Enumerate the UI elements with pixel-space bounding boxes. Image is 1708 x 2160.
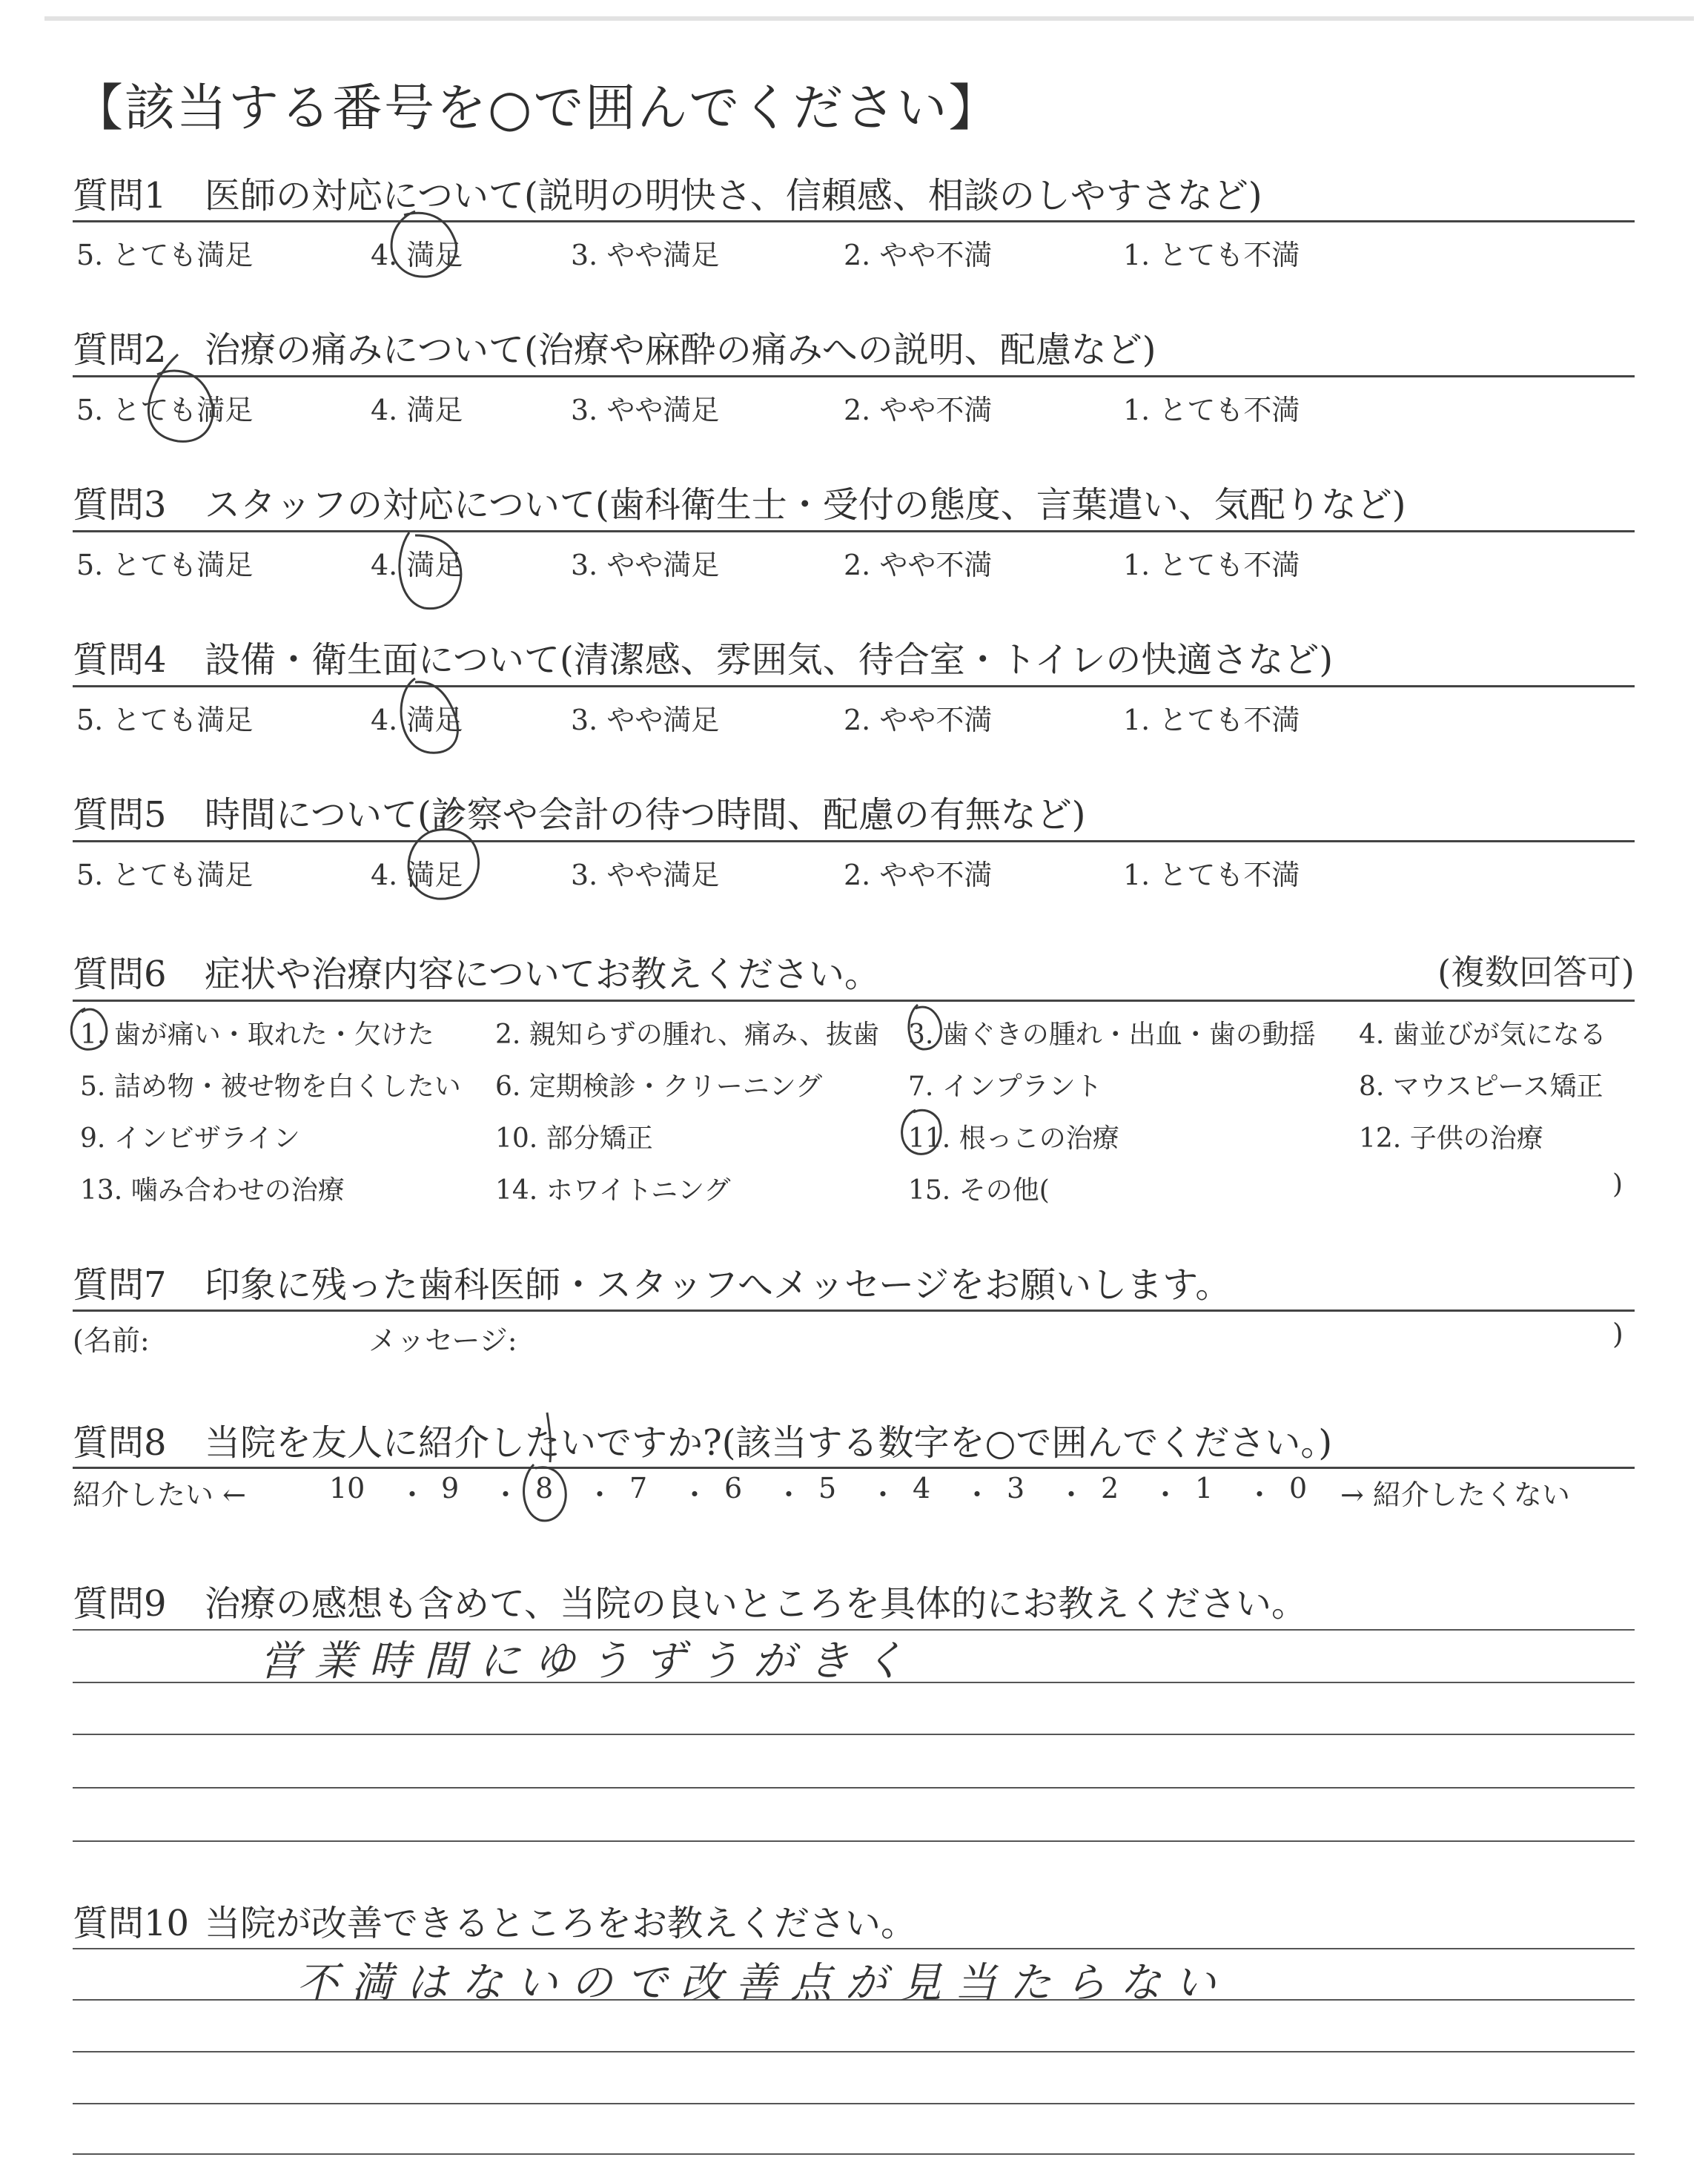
- question-label: 質問6: [73, 954, 167, 995]
- question-text: 当院が改善できるところをお教えください。: [205, 1903, 917, 1944]
- divider: [73, 840, 1635, 842]
- message-close-paren: ): [1612, 1318, 1623, 1350]
- rating-option-1[interactable]: 1. とても不満: [1123, 239, 1300, 271]
- question-6: [73, 945, 1635, 1000]
- scale-dot: ・: [1151, 1479, 1180, 1511]
- symptom-option-5[interactable]: 5. 詰め物・被せ物を白くしたい: [80, 1071, 461, 1102]
- divider: [73, 375, 1635, 377]
- symptom-option-1[interactable]: 1. 歯が痛い・取れた・欠けた: [80, 1020, 434, 1050]
- scale-3[interactable]: 3: [1007, 1472, 1025, 1505]
- rating-option-5[interactable]: 5. とても満足: [76, 859, 254, 891]
- question-text: 時間について(診察や会計の待つ時間、配慮の有無など): [205, 794, 1086, 836]
- question-text: 治療の感想も含めて、当院の良いところを具体的にお教えください。: [205, 1583, 1308, 1625]
- answer-line: [73, 1787, 1635, 1789]
- rating-option-4[interactable]: 4. 満足: [371, 394, 463, 426]
- recommend-right-label: → 紹介したくない: [1340, 1479, 1570, 1511]
- scale-dot: ・: [869, 1479, 898, 1511]
- page-title: 【該当する番号を○で囲んでください】: [73, 79, 1001, 138]
- answer-line: [73, 1948, 1635, 1949]
- rating-option-3[interactable]: 3. やや満足: [571, 549, 720, 581]
- rating-option-2[interactable]: 2. やや不満: [844, 859, 993, 891]
- scale-dot: ・: [1245, 1479, 1274, 1511]
- scale-dot: ・: [963, 1479, 992, 1511]
- rating-option-2[interactable]: 2. やや不満: [844, 239, 993, 271]
- q10-handwritten-answer[interactable]: 不満はないので改善点が見当たらない: [297, 1959, 1229, 2007]
- scale-4[interactable]: 4: [913, 1472, 931, 1505]
- divider: [73, 1000, 1635, 1002]
- rating-option-5[interactable]: 5. とても満足: [76, 239, 254, 271]
- rating-option-4[interactable]: 4. 満足: [371, 859, 463, 891]
- divider: [73, 530, 1635, 532]
- q9-handwritten-answer[interactable]: 営業時間にゆうずうがきく: [259, 1637, 918, 1685]
- symptom-option-8[interactable]: 8. マウスピース矯正: [1359, 1071, 1603, 1102]
- scale-9[interactable]: 9: [441, 1472, 460, 1505]
- symptom-option-4[interactable]: 4. 歯並びが気になる: [1359, 1020, 1606, 1050]
- rating-option-2[interactable]: 2. やや不満: [844, 549, 993, 581]
- scale-6[interactable]: 6: [724, 1472, 743, 1505]
- rating-option-4[interactable]: 4. 満足: [371, 704, 463, 736]
- question-text: 設備・衛生面について(清潔感、雰囲気、待合室・トイレの快適さなど): [205, 639, 1334, 681]
- rating-option-1[interactable]: 1. とても不満: [1123, 859, 1300, 891]
- symptom-option-15[interactable]: 15. その他(: [908, 1175, 1050, 1206]
- symptom-option-3[interactable]: 3. 歯ぐきの腫れ・出血・歯の動揺: [908, 1020, 1316, 1050]
- answer-line: [73, 1840, 1635, 1842]
- symptom-option-2[interactable]: 2. 親知らずの腫れ、痛み、抜歯: [495, 1020, 880, 1050]
- scale-10[interactable]: 10: [329, 1472, 365, 1505]
- question-label: 質問10: [73, 1903, 190, 1944]
- rating-option-3[interactable]: 3. やや満足: [571, 239, 720, 271]
- divider: [73, 220, 1635, 222]
- scan-edge: [44, 16, 1694, 21]
- question-label: 質問3: [73, 484, 167, 526]
- message-label: メッセージ:: [368, 1324, 517, 1357]
- rating-option-2[interactable]: 2. やや不満: [844, 704, 993, 736]
- question-label: 質問5: [73, 794, 167, 836]
- scale-dot: ・: [491, 1479, 520, 1511]
- rating-option-3[interactable]: 3. やや満足: [571, 394, 720, 426]
- question-text: 当院を友人に紹介したいですか?(該当する数字を○で囲んでください。): [205, 1422, 1333, 1464]
- scale-dot: ・: [681, 1479, 709, 1511]
- question-text: スタッフの対応について(歯科衛生士・受付の態度、言葉遣い、気配りなど): [205, 484, 1406, 526]
- question-label: 質問9: [73, 1583, 167, 1625]
- scale-dot: ・: [775, 1479, 804, 1511]
- answer-line: [73, 2103, 1635, 2104]
- scale-5[interactable]: 5: [818, 1472, 837, 1505]
- rating-option-5[interactable]: 5. とても満足: [76, 704, 254, 736]
- rating-option-5[interactable]: 5. とても満足: [76, 549, 254, 581]
- scale-dot: ・: [398, 1479, 427, 1511]
- question-label: 質問7: [73, 1264, 167, 1306]
- answer-line: [73, 2051, 1635, 2052]
- other-close-paren: ): [1612, 1169, 1623, 1200]
- symptom-option-6[interactable]: 6. 定期検診・クリーニング: [495, 1071, 823, 1102]
- answer-line: [73, 2153, 1635, 2155]
- divider: [73, 1467, 1635, 1469]
- divider: [73, 685, 1635, 687]
- multiple-answers-note: (複数回答可): [1437, 952, 1635, 992]
- name-label: (名前:: [73, 1324, 150, 1357]
- rating-option-1[interactable]: 1. とても不満: [1123, 549, 1300, 581]
- rating-option-4[interactable]: 4. 満足: [371, 239, 463, 271]
- question-label: 質問4: [73, 639, 167, 681]
- scale-dot: ・: [586, 1479, 615, 1511]
- rating-option-3[interactable]: 3. やや満足: [571, 859, 720, 891]
- symptom-option-13[interactable]: 13. 噛み合わせの治療: [80, 1175, 345, 1206]
- rating-option-2[interactable]: 2. やや不満: [844, 394, 993, 426]
- symptom-option-14[interactable]: 14. ホワイトニング: [495, 1175, 731, 1206]
- question-text: 医師の対応について(説明の明快さ、信頼感、相談のしやすさなど): [205, 175, 1262, 217]
- divider: [73, 1309, 1635, 1312]
- question-text: 治療の痛みについて(治療や麻酔の痛みへの説明、配慮など): [205, 329, 1156, 371]
- rating-option-1[interactable]: 1. とても不満: [1123, 704, 1300, 736]
- symptom-option-9[interactable]: 9. インビザライン: [80, 1123, 300, 1154]
- symptom-option-7[interactable]: 7. インプラント: [908, 1071, 1102, 1102]
- symptom-option-10[interactable]: 10. 部分矯正: [495, 1123, 653, 1154]
- scale-2[interactable]: 2: [1101, 1472, 1119, 1505]
- scale-8[interactable]: 8: [535, 1472, 554, 1505]
- scale-dot: ・: [1057, 1479, 1086, 1511]
- rating-option-4[interactable]: 4. 満足: [371, 549, 463, 581]
- question-label: 質問8: [73, 1422, 167, 1464]
- question-label: 質問1: [73, 175, 167, 217]
- rating-option-3[interactable]: 3. やや満足: [571, 704, 720, 736]
- rating-option-1[interactable]: 1. とても不満: [1123, 394, 1300, 426]
- scale-0[interactable]: 0: [1289, 1472, 1308, 1505]
- symptom-option-11[interactable]: 11. 根っこの治療: [908, 1123, 1119, 1154]
- question-text: 症状や治療内容についてお教えください。: [205, 954, 881, 995]
- answer-line: [73, 1734, 1635, 1735]
- question-label: 質問2: [73, 329, 167, 371]
- recommend-left-label: 紹介したい ←: [73, 1479, 246, 1511]
- symptom-option-12[interactable]: 12. 子供の治療: [1359, 1123, 1543, 1154]
- rating-option-5[interactable]: 5. とても満足: [76, 394, 254, 426]
- scale-1[interactable]: 1: [1195, 1472, 1214, 1505]
- question-text: 印象に残った歯科医師・スタッフへメッセージをお願いします。: [205, 1264, 1231, 1306]
- scale-7[interactable]: 7: [629, 1472, 648, 1505]
